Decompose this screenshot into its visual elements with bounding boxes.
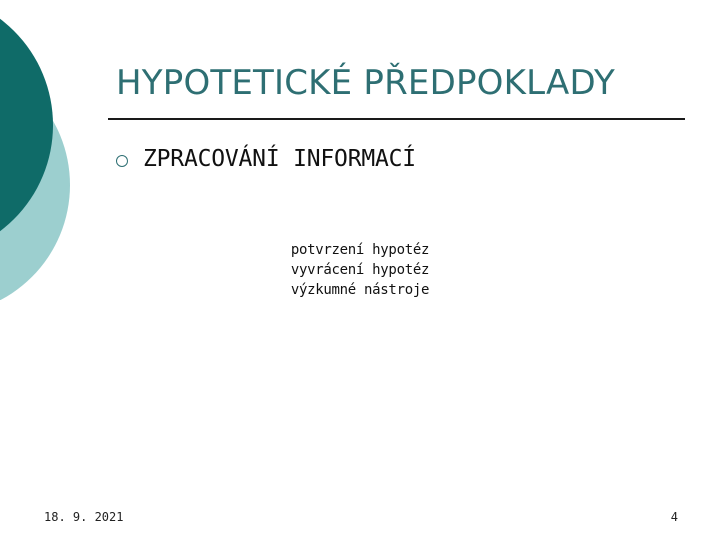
circle-bullet-icon [116, 155, 128, 167]
sub-item-nastroje: výzkumné nástroje [290, 282, 430, 298]
bullet-item [116, 148, 416, 171]
bullet-text: ZPRACOVÁNÍ INFORMACÍ [143, 146, 416, 172]
sub-item-potvrzeni: potvrzení hypotéz [290, 242, 430, 258]
footer-date: 18. 9. 2021 [44, 510, 124, 524]
page-number: 4 [670, 510, 678, 524]
sub-item-vyvraceni: vyvrácení hypotéz [290, 262, 430, 278]
slide-title: HYPOTETICKÉ PŘEDPOKLADY [116, 63, 615, 103]
sub-item-list [240, 240, 480, 300]
title-divider [108, 118, 685, 120]
